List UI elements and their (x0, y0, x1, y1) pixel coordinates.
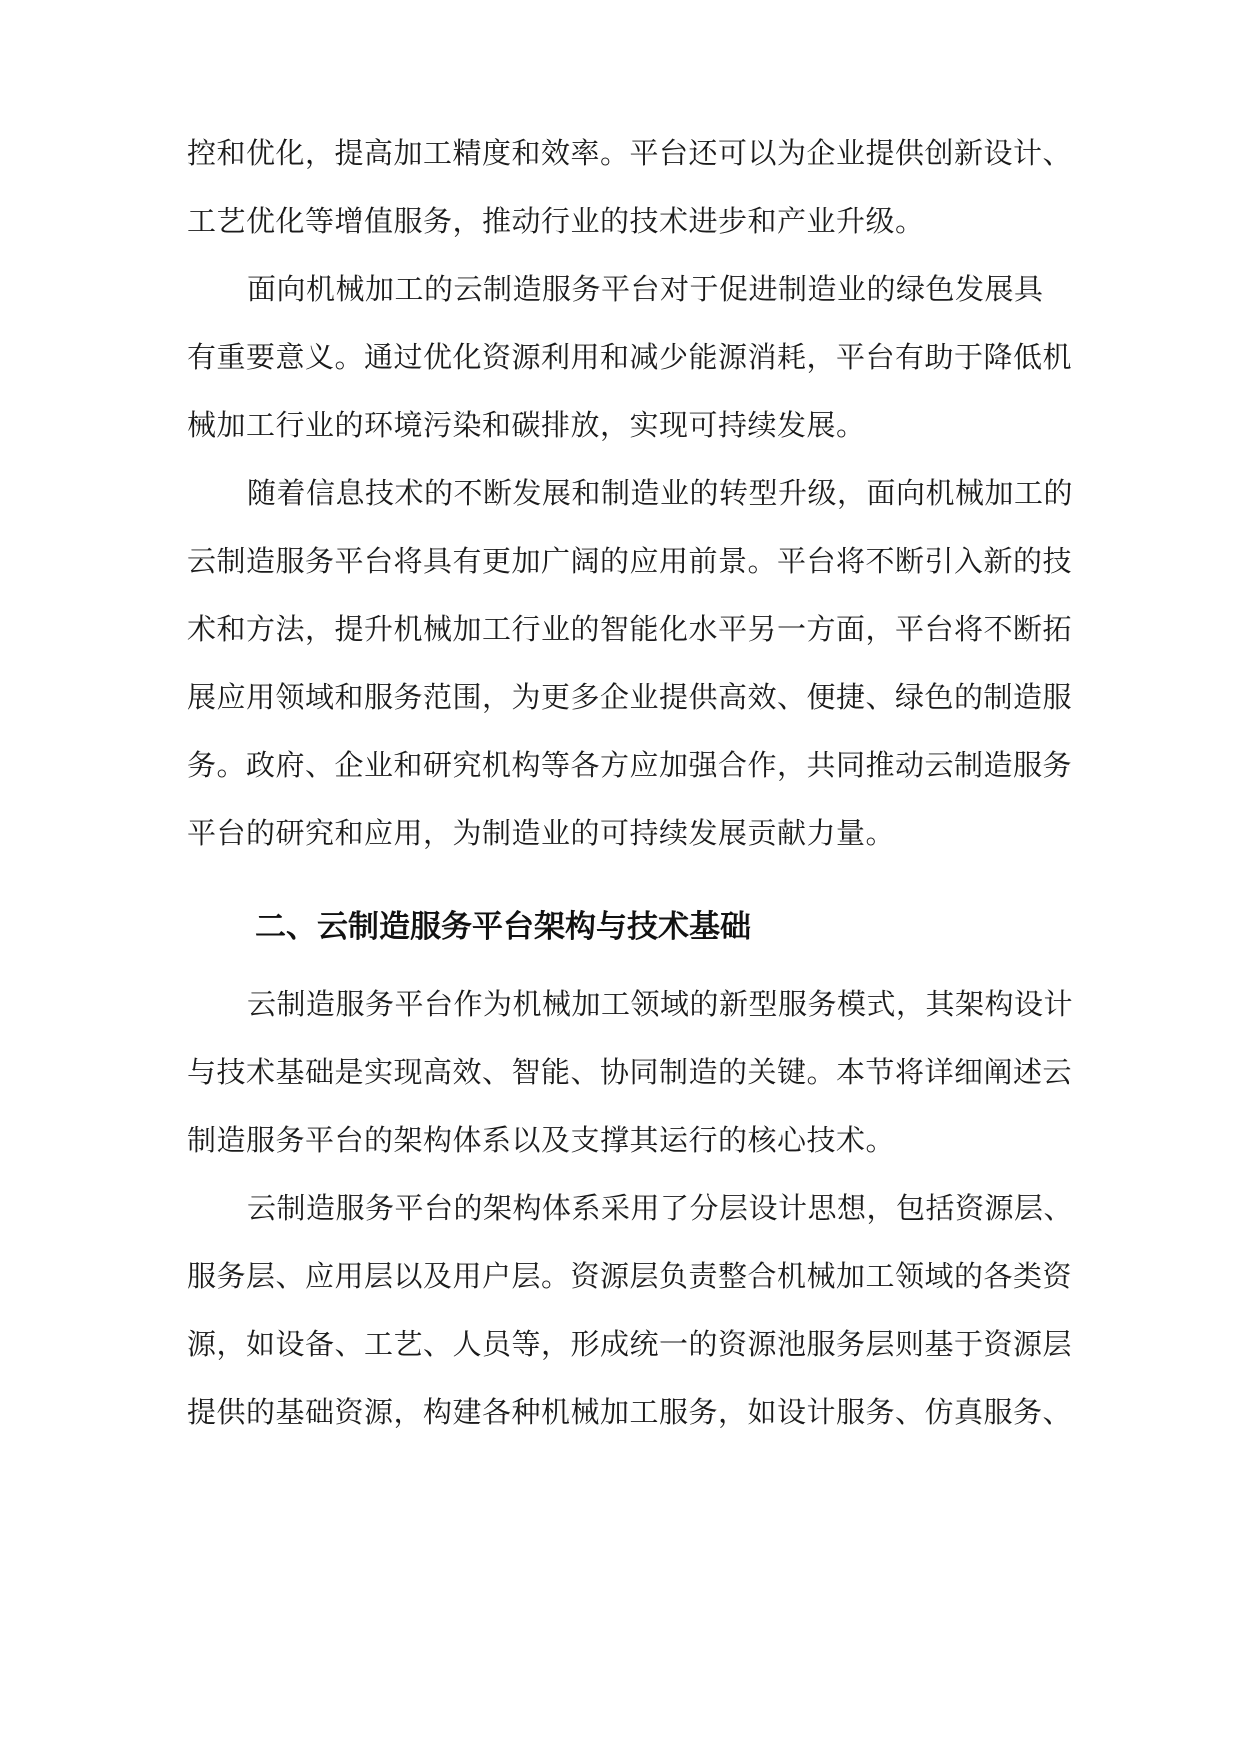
paragraph-line: 制造服务平台的架构体系以及支撑其运行的核心技术。 (187, 1123, 896, 1157)
paragraph-line: 云制造服务平台作为机械加工领域的新型服务模式，其架构设计 (247, 987, 1074, 1021)
paragraph-line: 与技术基础是实现高效、智能、协同制造的关键。本节将详细阐述云 (187, 1055, 1073, 1089)
paragraph-line: 面向机械加工的云制造服务平台对于促进制造业的绿色发展具 (247, 272, 1044, 306)
paragraph-line: 提供的基础资源，构建各种机械加工服务，如设计服务、仿真服务、 (187, 1395, 1073, 1429)
paragraph-line: 展应用领域和服务范围，为更多企业提供高效、便捷、绿色的制造服 (187, 680, 1073, 714)
paragraph-line: 服务层、应用层以及用户层。资源层负责整合机械加工领域的各类资 (187, 1259, 1073, 1293)
paragraph-line: 平台的研究和应用，为制造业的可持续发展贡献力量。 (187, 816, 896, 850)
paragraph-line: 械加工行业的环境污染和碳排放，实现可持续发展。 (187, 408, 866, 442)
paragraph-line: 云制造服务平台的架构体系采用了分层设计思想，包括资源层、 (247, 1191, 1074, 1225)
paragraph-line: 控和优化，提高加工精度和效率。平台还可以为企业提供创新设计、 (187, 136, 1073, 170)
paragraph-line: 有重要意义。通过优化资源利用和减少能源消耗，平台有助于降低机 (187, 340, 1073, 374)
paragraph-line: 工艺优化等增值服务，推动行业的技术进步和产业升级。 (187, 204, 925, 238)
paragraph-line: 术和方法，提升机械加工行业的智能化水平另一方面，平台将不断拓 (187, 612, 1073, 646)
paragraph-line: 务。政府、企业和研究机构等各方应加强合作，共同推动云制造服务 (187, 748, 1073, 782)
paragraph-line: 源，如设备、工艺、人员等，形成统一的资源池服务层则基于资源层 (187, 1327, 1073, 1361)
section-heading: 二、云制造服务平台架构与技术基础 (255, 909, 751, 945)
paragraph-line: 随着信息技术的不断发展和制造业的转型升级，面向机械加工的 (247, 476, 1074, 510)
paragraph-line: 云制造服务平台将具有更加广阔的应用前景。平台将不断引入新的技 (187, 544, 1073, 578)
